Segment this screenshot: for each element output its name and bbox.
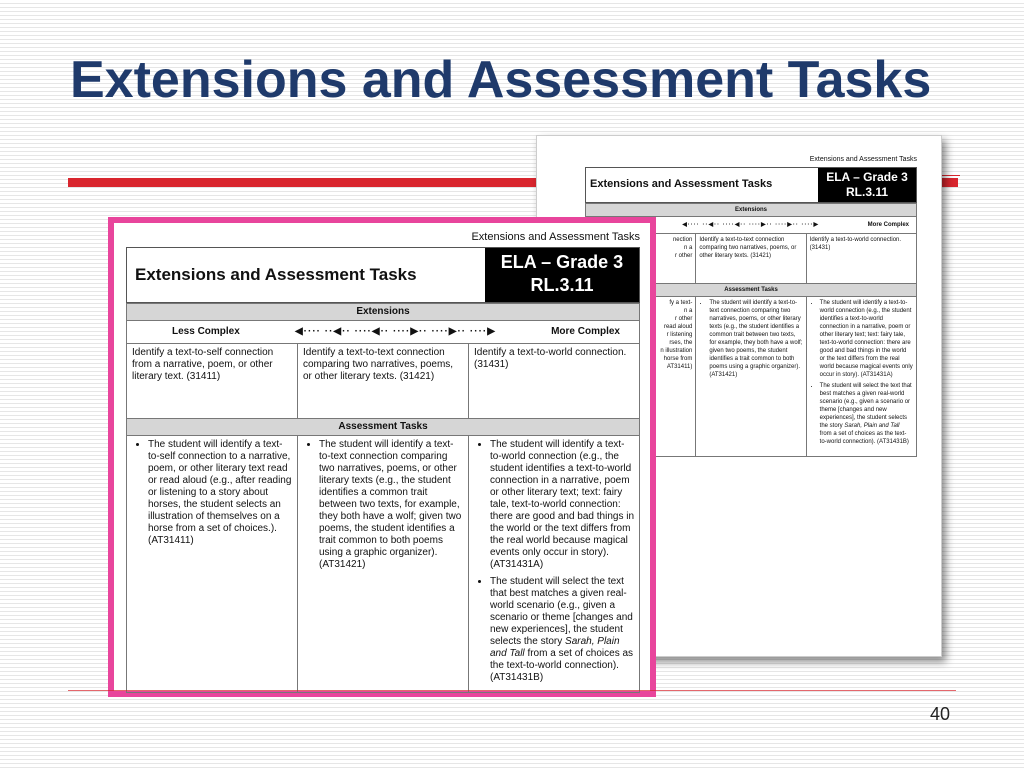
extensions-heading: Extensions (586, 204, 917, 217)
standard-code: RL.3.11 (845, 185, 889, 199)
assessment-cell-less (127, 436, 298, 693)
doc-header-title: Extensions and Assessment Tasks (590, 178, 773, 190)
extensions-table (126, 303, 640, 693)
extension-cell: Identify a text-to-text connection comparing two narratives, poems, or other literary texts. (31421) (696, 234, 806, 284)
ela-grade-label: ELA – Grade 3 (500, 252, 624, 272)
assessment-item: • The student will identify a text-to-self connection to a narrative, poem, or other literary text read or read aloud (e.g., after reading or listening to a story about horses, the student selects an illustration of themselves on a horse from a set of choices.). (AT31411) (148, 439, 292, 547)
standard-code: RL.3.11 (530, 275, 594, 295)
doc-top-label: Extensions and Assessment Tasks (809, 156, 917, 163)
assessment-cell-mid (298, 436, 469, 693)
assessment-heading: Assessment Tasks (586, 284, 917, 297)
highlighted-document-image (108, 217, 656, 697)
more-complex-label: More Complex (551, 326, 620, 337)
complexity-arrows: ◀···· ··◀·· ····◀·· ····▶·· ····▶·· ····▶ (682, 222, 820, 228)
more-complex-label: More Complex (867, 222, 909, 228)
footer-rule (68, 690, 956, 691)
complexity-arrows: ◀···· ··◀·· ····◀·· ····▶·· ····▶·· ····▶ (294, 326, 496, 337)
less-complex-label: Less Complex (172, 326, 240, 337)
extensions-heading: Extensions (127, 304, 640, 321)
extension-cell: nection n a r other (586, 234, 696, 284)
complexity-scale (132, 324, 634, 340)
assessment-cell: • The student will identify a text-to-text connection comparing two narratives, poems, or other literary texts (e.g., the student identifies a common trait between two texts, for example, they both have a wolf; given two poems, the student identifies a trait common to both poems using a graphic organizer). (AT31421) (696, 297, 806, 457)
extension-cell-more: Identify a text-to-world connection. (31431) (469, 344, 640, 419)
extension-cell-mid: Identify a text-to-text connection comparing two narratives, poems, or other literary texts. (31421) (298, 344, 469, 419)
assessment-heading: Assessment Tasks (127, 419, 640, 436)
assessment-item: • The student will select the text that best matches a given real-world scenario (e.g., given a scenario or theme [changes and new experiences], the student selects the story Sarah, Plain and Tall from a set of choices as the text-to-world connection). (AT31431B) (490, 576, 634, 684)
ela-grade-label: ELA – Grade 3 (826, 170, 908, 184)
doc-header (585, 167, 917, 203)
doc-header (126, 247, 640, 303)
assessment-cell: • The student will identify a text-to-world connection (e.g., the student identifies a text-to-world connection in a narrative, poem or other literary text; text: fairy tale, text-to-world connection: there are good and bad things in the world or the text differs from the real world because magical events only occur in story). (AT31431A) • The student will select the text that best matches a given real-world scenario (e.g., given a scenario or theme [changes and new experiences], the student selects the story Sarah, Plain and Tall from a set of choices as the text-to-world connection). (AT31431B) (806, 297, 916, 457)
assessment-item: • The student will identify a text-to-text connection comparing two narratives, poems, or other literary texts (e.g., the student identifies a common trait between two texts, for example, they both have a wolf; given two poems, the student identifies a trait common to both poems using a graphic organizer). (AT31421) (319, 439, 463, 571)
assessment-cell-more (469, 436, 640, 693)
assessment-cell: fy a text- n a r other read aloud r listening rses, the n illustration horse from AT31411) (586, 297, 696, 457)
ela-grade-box (485, 248, 639, 302)
assessment-item: • The student will identify a text-to-world connection (e.g., the student identifies a text-to-world connection in a narrative, poem or other literary text; text: fairy tale, text-to-world connection: there are good and bad things in the world or the text differs from the real world because magical events only occur in story). (AT31431A) (490, 439, 634, 571)
slide-title: Extensions and Assessment Tasks (70, 51, 932, 109)
doc-header-title: Extensions and Assessment Tasks (135, 265, 417, 284)
slide-number: 40 (929, 704, 950, 724)
doc-top-label: Extensions and Assessment Tasks (471, 231, 640, 243)
extension-cell: Identify a text-to-world connection. (31431) (806, 234, 916, 284)
book-title: Sarah, Plain and Tall (490, 636, 620, 659)
ela-grade-box (818, 168, 916, 202)
extension-cell-less: Identify a text-to-self connection from a narrative, poem, or other literary text. (31411) (127, 344, 298, 419)
